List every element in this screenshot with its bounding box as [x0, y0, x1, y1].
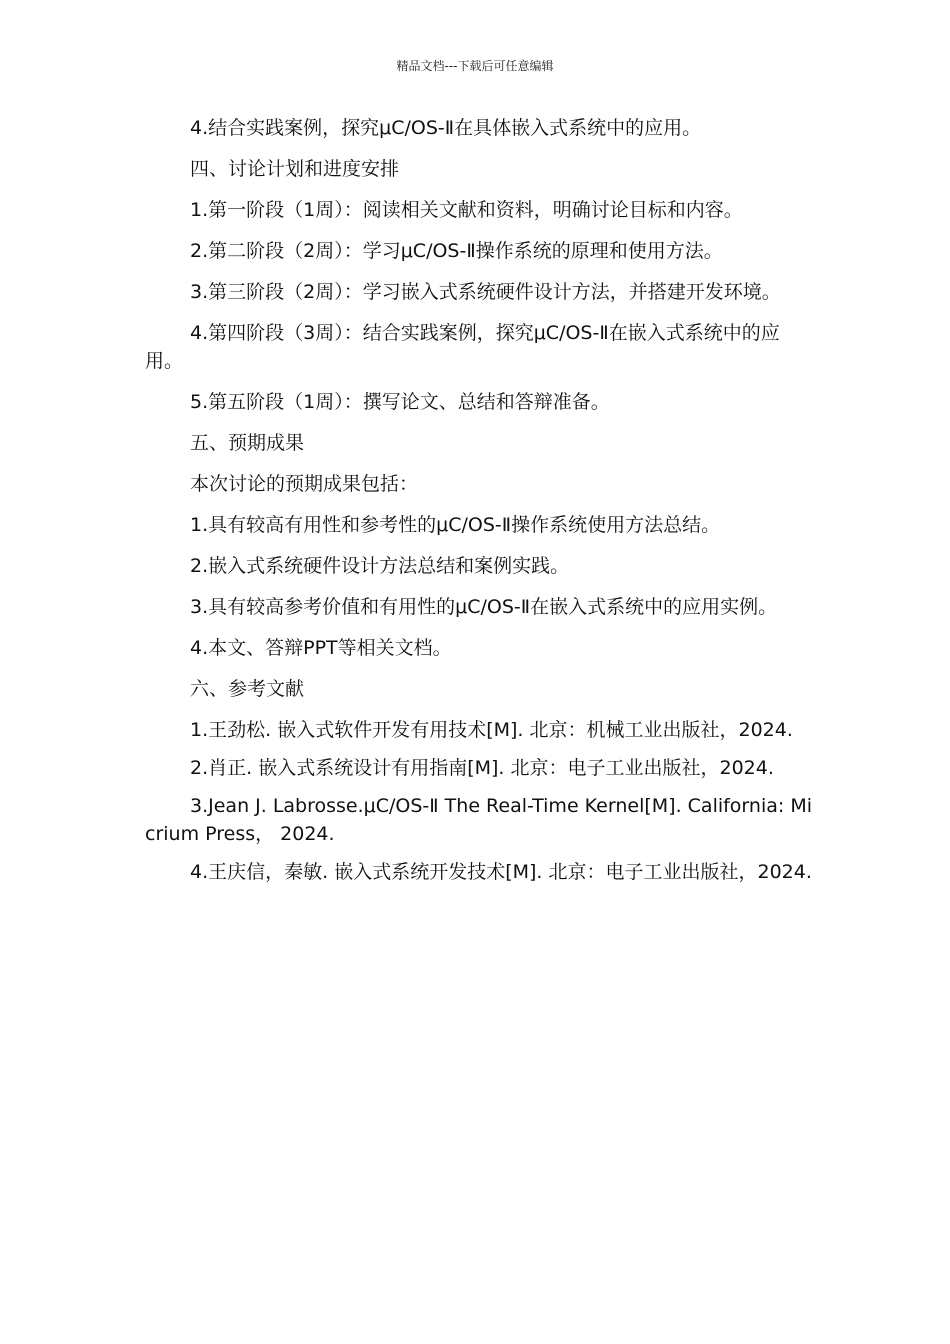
schedule-stage-3: 3.第三阶段（2周）：学习嵌入式系统硬件设计方法，并搭建开发环境。: [190, 281, 781, 303]
outcomes-intro: 本次讨论的预期成果包括：: [190, 473, 419, 495]
schedule-stage-5: 5.第五阶段（1周）：撰写论文、总结和答辩准备。: [190, 391, 610, 413]
reference-item-3: 3.Jean J. Labrosse.μC/OS-Ⅱ The Real-Time Kernel[M]. California: Micrium Press， 2024.: [145, 795, 812, 845]
outcome-item-3: 3.具有较高参考价值和有用性的μC/OS-Ⅱ在嵌入式系统中的应用实例。: [190, 596, 778, 618]
reference-item-2: 2.肖正. 嵌入式系统设计有用指南[M]. 北京：电子工业出版社，2024.: [190, 757, 774, 779]
section-heading-outcomes: 五、预期成果: [190, 432, 305, 454]
section-heading-references: 六、参考文献: [190, 678, 305, 700]
paragraph-objective-4: 4.结合实践案例，探究μC/OS-Ⅱ在具体嵌入式系统中的应用。: [190, 117, 702, 139]
section-heading-schedule: 四、讨论计划和进度安排: [190, 158, 400, 180]
document-body: [145, 114, 813, 896]
outcome-item-2: 2.嵌入式系统硬件设计方法总结和案例实践。: [190, 555, 570, 577]
page-header: 精品文档---下载后可任意编辑: [396, 59, 554, 73]
outcome-item-1: 1.具有较高有用性和参考性的μC/OS-Ⅱ操作系统使用方法总结。: [190, 514, 721, 536]
schedule-stage-4: 4.第四阶段（3周）：结合实践案例，探究μC/OS-Ⅱ在嵌入式系统中的应用。: [145, 322, 780, 372]
reference-item-4: 4.王庆信，秦敏. 嵌入式系统开发技术[M]. 北京：电子工业出版社，2024.: [190, 861, 812, 883]
schedule-stage-1: 1.第一阶段（1周）：阅读相关文献和资料，明确讨论目标和内容。: [190, 199, 743, 221]
schedule-stage-2: 2.第二阶段（2周）：学习μC/OS-Ⅱ操作系统的原理和使用方法。: [190, 240, 723, 262]
reference-item-1: 1.王劲松. 嵌入式软件开发有用技术[M]. 北京：机械工业出版社，2024.: [190, 719, 793, 741]
outcome-item-4: 4.本文、答辩PPT等相关文档。: [190, 637, 452, 659]
